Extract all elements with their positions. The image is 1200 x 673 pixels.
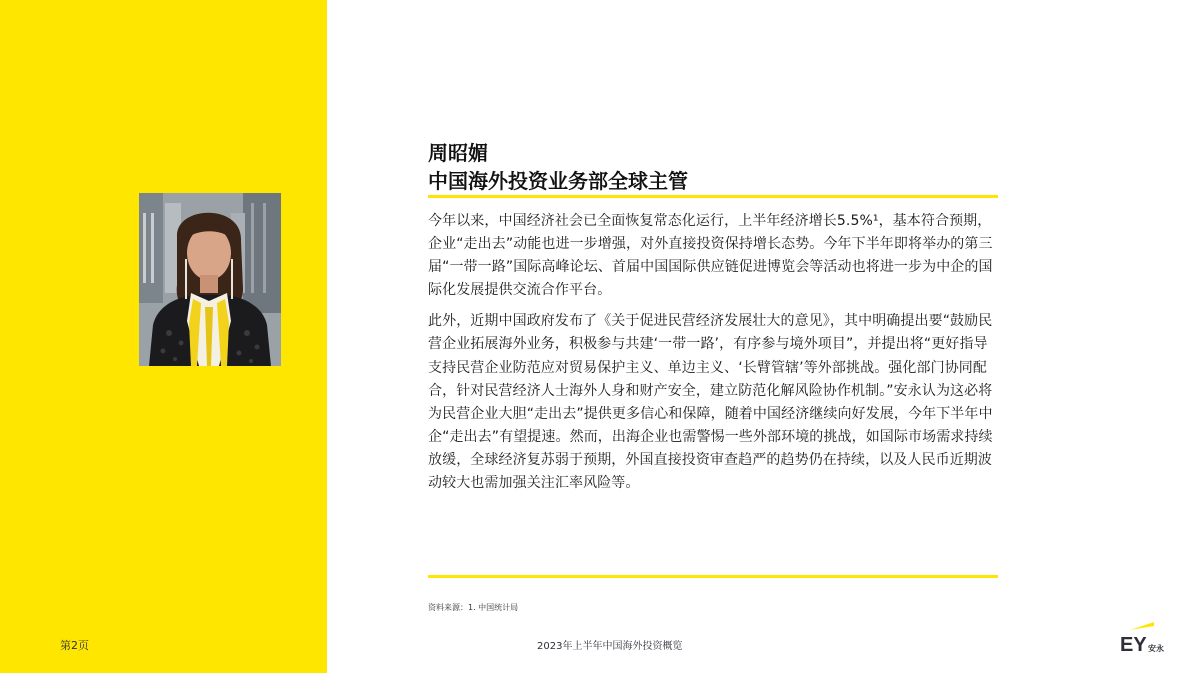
portrait-photo (139, 193, 281, 366)
source-note: 资料来源：1. 中国统计局 (428, 603, 519, 612)
page-number: 第2页 (60, 639, 89, 652)
paragraph-1: 今年以来，中国经济社会已全面恢复常态化运行，上半年经济增长5.5%¹，基本符合预期，企业“走出去”动能也进一步增强，对外直接投资保持增长态势。今年下半年即将举办的第三届“一带一路”国际高峰论坛、首届中国国际供应链促进博览会等活动也将进一步为中企的国际化发展提供交流合作平台。 (428, 213, 993, 299)
paragraph-2: 此外，近期中国政府发布了《关于促进民营经济发展壮大的意见》，其中明确提出要“鼓励民营企业拓展海外业务，积极参与共建‘一带一路’，有序参与境外项目”，并提出将“更好指导支持民营企业防范应对贸易保护主义、单边主义、‘长臂管辖’等外部挑战。强化部门协同配合，针对民营经济人士海外人身和财产安全，建立防范化解风险协作机制。”安永认为这必将为民营企业大胆“走出去”提供更多信心和保障，随着中国经济继续向好发展，今年下半年中企“走出去”有望提速。然而，出海企业也需警惕一些外部环境的挑战，如国际市场需求持续放缓，全球经济复苏弱于预期，外国直接投资审查趋严的趋势仍在持续，以及人民币近期波动较大也需加强关注汇率风险等。 (428, 313, 993, 492)
profile-title: 中国海外投资业务部全球主管 (428, 169, 688, 193)
profile-heading (428, 139, 988, 195)
footer-report-title: 2023年上半年中国海外投资概览 (537, 641, 683, 652)
profile-name: 周昭媚 (428, 141, 488, 165)
body-text (428, 210, 998, 503)
top-divider (428, 195, 998, 198)
ey-logo-chinese: 安永 (1148, 644, 1164, 653)
bottom-divider (428, 575, 998, 578)
ey-logo-mark: EY (1120, 634, 1147, 656)
ey-logo-icon (1120, 618, 1170, 656)
